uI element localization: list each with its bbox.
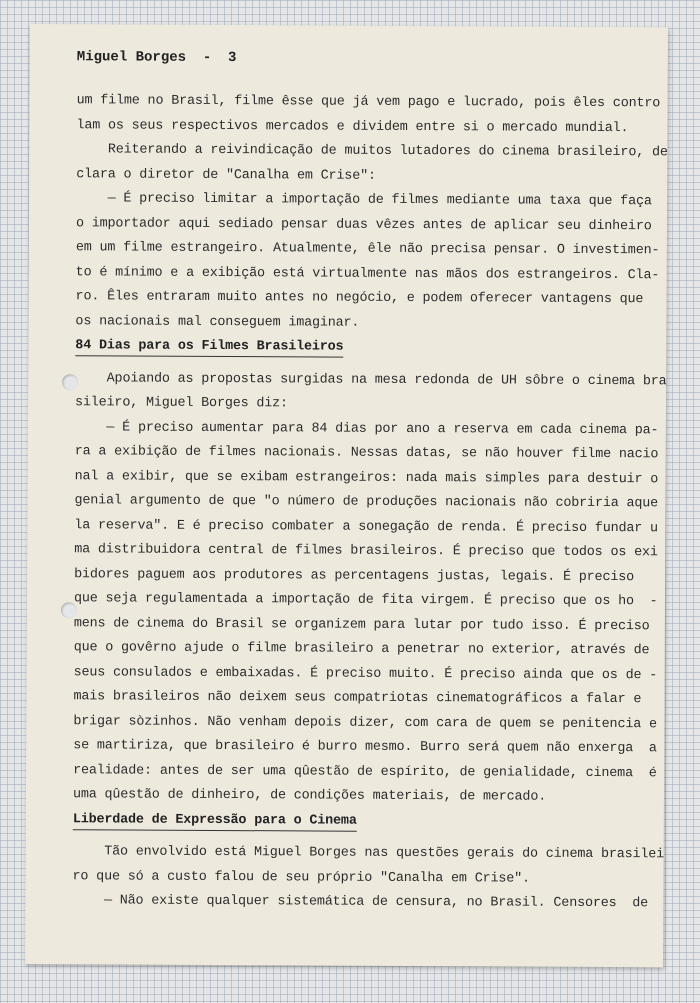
text-line: ro que só a custo falou de seu próprio "Canalha em Crise". <box>72 868 530 887</box>
text-line: o importador aqui sediado pensar duas vêzes antes de aplicar seu dinheiro <box>75 215 652 234</box>
text-line: ra a exibição de filmes nacionais. Nessas datas, se não houver filme nacio <box>74 444 659 463</box>
text-line: sileiro, Miguel Borges diz: <box>74 395 288 412</box>
text-line: brigar sòzinhos. Não venham depois dizer, com cara de quem se penitencia e <box>73 713 657 732</box>
text-line: — É preciso limitar a importação de filmes mediante uma taxa que faça <box>76 191 652 210</box>
page-body <box>72 89 668 916</box>
text-line: se martiriza, que brasileiro é burro mesmo. Burro será quem não enxerga a <box>73 738 657 757</box>
page-header: Miguel Borges - 3 <box>76 49 237 67</box>
text-line: realidade: antes de ser uma qûestão de espírito, de genialidade, cinema é <box>73 762 657 781</box>
section-heading: 84 Dias para os Filmes Brasileiros <box>75 334 640 361</box>
text-line: um filme no Brasil, filme êsse que já vem pago e lucrado, pois êles contro <box>76 93 661 112</box>
text-line: — É preciso aumentar para 84 dias por ano a reserva em cada cinema pa- <box>74 419 659 438</box>
text-line: ma distribuidora central de filmes brasileiros. É preciso que todos os exi <box>74 542 658 561</box>
text-line: que seja regulamentada a importação de fita virgem. É preciso que os ho - <box>73 591 658 610</box>
text-line: mais brasileiros não deixem seus compatriotas cinematográficos a falar e <box>73 689 642 708</box>
text-line: bidores paguem aos produtores as percentagens justas, legais. É preciso <box>74 566 635 585</box>
text-line: la reserva". E é preciso combater a sonegação de renda. É preciso fundar u <box>74 517 658 536</box>
text-line: to é mínimo e a exibição está virtualmente nas mãos dos estrangeiros. Cla- <box>75 264 660 283</box>
text-line: genial argumento de que "o número de produções nacionais não cobriria aque <box>74 493 659 512</box>
text-line: os nacionais mal conseguem imaginar. <box>75 313 360 331</box>
text-line: uma qûestão de dinheiro, de condições materiais, de mercado. <box>72 787 547 805</box>
text-line: — Não existe qualquer sistemática de censura, no Brasil. Censores de <box>72 893 649 912</box>
text-line: lam os seus respectivos mercados e dividem entre si o mercado mundial. <box>76 117 629 136</box>
text-line: Apoiando as propostas surgidas na mesa redonda de UH sôbre o cinema bra <box>75 370 667 389</box>
text-line: em um filme estrangeiro. Atualmente, êle não precisa pensar. O investimen- <box>75 240 660 259</box>
typewritten-page <box>25 24 668 967</box>
text-line: que o govêrno ajude o filme brasileiro a penetrar no exterior, através de <box>73 640 650 659</box>
text-line: nal a exibir, que se exibam estrangeiros: nada mais simples para destuir o <box>74 468 659 487</box>
text-line: seus consulados e embaixadas. É preciso muito. É preciso ainda que os de - <box>73 664 658 683</box>
text-line: Tão envolvido está Miguel Borges nas questões gerais do cinema brasilei <box>72 844 665 863</box>
text-line: mens de cinema do Brasil se organizem para lutar por tudo isso. É preciso <box>73 615 650 634</box>
text-line: ro. Êles entraram muito antes no negócio, e podem oferecer vantagens que <box>75 289 644 308</box>
text-line: clara o diretor de "Canalha em Crise": <box>76 166 376 184</box>
text-line: Reiterando a reivindicação de muitos lutadores do cinema brasileiro, de <box>76 142 668 161</box>
section-heading: Liberdade de Expressão para o Cinema <box>73 808 638 835</box>
